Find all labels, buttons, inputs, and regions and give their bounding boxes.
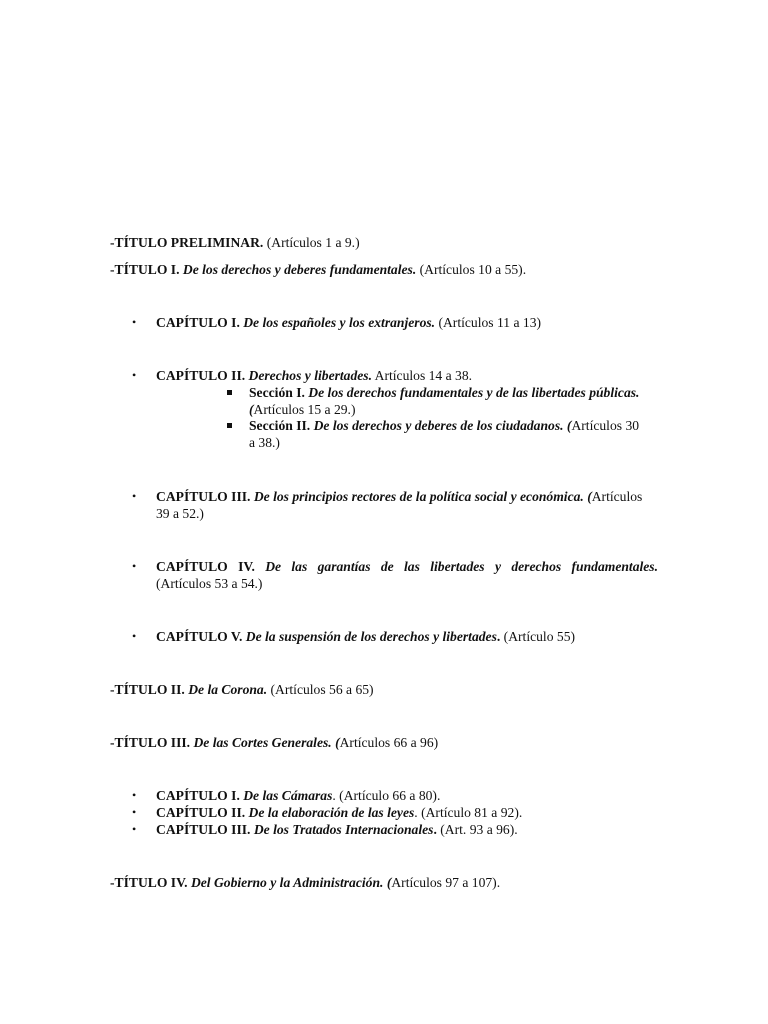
capitulo-label: CAPÍTULO II.: [156, 368, 246, 383]
bullet-icon: •: [132, 822, 137, 836]
titulo-label: -TÍTULO I.: [110, 262, 180, 277]
capitulo-1-2: [156, 367, 472, 384]
seccion-name: De los derechos y deberes de los ciudadanos. (: [310, 418, 572, 433]
capitulo-3-3: CAPÍTULO III. De los Tratados Internacionales. (Art. 93 a 96).: [156, 822, 518, 837]
bullet-icon: •: [132, 788, 137, 802]
articles-range: . (Artículo 81 a 92).: [414, 805, 523, 820]
titulo-name: De la Corona.: [184, 682, 268, 697]
seccion-1: [249, 384, 639, 401]
seccion-label: Sección II.: [249, 418, 311, 433]
capitulo-1-4-articles: (Artículos 53 a 54.): [156, 576, 263, 591]
seccion-2-articles: a 38.): [249, 435, 280, 450]
titulo-3: [110, 734, 438, 751]
capitulo-name: De los principios rectores de la política social y económica. (: [250, 489, 592, 504]
capitulo-label: CAPÍTULO IV.: [156, 559, 255, 574]
titulo-label: -TÍTULO II.: [110, 682, 185, 697]
bullet-icon: •: [132, 629, 137, 643]
capitulo-label: CAPÍTULO II.: [156, 805, 246, 820]
titulo-1: [110, 261, 526, 278]
articles-range: Artículos 66 a 96): [339, 735, 439, 750]
titulo-label: -TÍTULO IV.: [110, 875, 188, 890]
bullet-icon: •: [132, 368, 137, 382]
titulo-2: [110, 681, 374, 698]
square-bullet-icon: [227, 423, 232, 428]
seccion-2: [249, 417, 639, 434]
articles-range: Artículos 14 a 38.: [372, 368, 473, 383]
seccion-name: De los derechos fundamentales y de las libertades públicas.: [304, 385, 640, 400]
articles-range: Artículos 15 a 29.): [253, 402, 356, 417]
seccion-label: Sección I.: [249, 385, 305, 400]
titulo-4: [110, 874, 500, 891]
capitulo-name: De los Tratados Internacionales: [250, 822, 434, 837]
capitulo-label: CAPÍTULO I.: [156, 315, 240, 330]
articles-range: Artículos 97 a 107).: [391, 875, 501, 890]
capitulo-1-5: CAPÍTULO V. De la suspensión de los derechos y libertades. (Artículo 55): [156, 629, 576, 644]
titulo-label: -TÍTULO III.: [110, 735, 191, 750]
capitulo-name: De las Cámaras: [239, 788, 333, 803]
bullet-icon: •: [132, 489, 137, 503]
titulo-name: De las Cortes Generales. (: [190, 735, 340, 750]
capitulo-3-2: [156, 804, 522, 821]
capitulo-label: CAPÍTULO I.: [156, 788, 240, 803]
bullet-icon: •: [132, 559, 137, 573]
capitulo-label: CAPÍTULO III.: [156, 489, 251, 504]
articles-range: (Artículos 10 a 55).: [416, 262, 527, 277]
articles-range: (Artículo 55): [500, 629, 576, 644]
titulo-name: De los derechos y deberes fundamentales.: [179, 262, 417, 277]
capitulo-name: De la suspensión de los derechos y libertades: [242, 629, 497, 644]
titulo-preliminar: [110, 234, 360, 251]
articles-range: (Art. 93 a 96).: [436, 822, 518, 837]
capitulo-1-3: [156, 488, 642, 505]
articles-range: (Artículos 11 a 13): [435, 315, 542, 330]
capitulo-name: Derechos y libertades.: [245, 368, 372, 383]
capitulo-1-3-articles: 39 a 52.): [156, 506, 204, 521]
articles-range: (Artículos 56 a 65): [267, 682, 374, 697]
square-bullet-icon: [227, 390, 232, 395]
seccion-1-articles: (Artículos 15 a 29.): [249, 402, 356, 417]
articles-range: Artículos 30: [571, 418, 640, 433]
titulo-label: -TÍTULO PRELIMINAR.: [110, 235, 264, 250]
capitulo-label: CAPÍTULO V.: [156, 629, 243, 644]
bullet-icon: •: [132, 315, 137, 329]
capitulo-1-4: [156, 558, 658, 575]
capitulo-name: De la elaboración de las leyes: [245, 805, 415, 820]
capitulo-1-1: [156, 314, 541, 331]
bullet-icon: •: [132, 805, 137, 819]
titulo-name: Del Gobierno y la Administración. (: [187, 875, 392, 890]
articles-range: . (Artículo 66 a 80).: [332, 788, 441, 803]
articles-range: (Artículos 1 a 9.): [263, 235, 360, 250]
capitulo-3-1: [156, 787, 440, 804]
capitulo-label: CAPÍTULO III.: [156, 822, 251, 837]
articles-range: Artículos: [591, 489, 643, 504]
capitulo-name: De los españoles y los extranjeros.: [239, 315, 436, 330]
capitulo-name: De las garantías de las libertades y derechos fundamentales.: [254, 559, 658, 574]
